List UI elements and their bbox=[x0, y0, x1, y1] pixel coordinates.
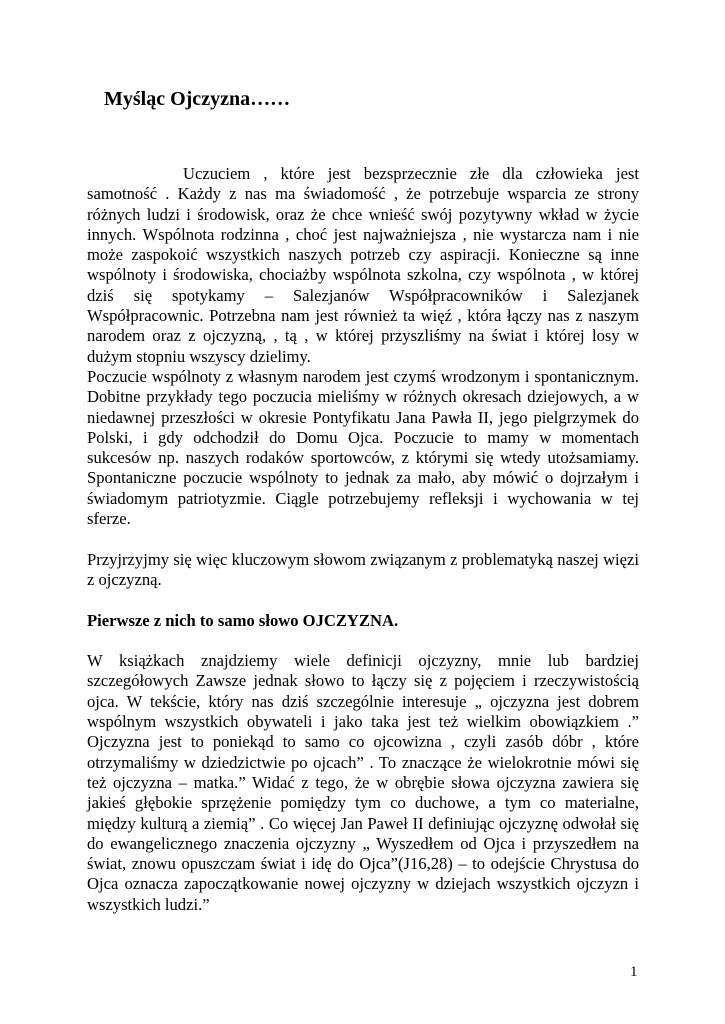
document-title: Myśląc Ojczyzna…… bbox=[104, 88, 291, 110]
paragraph-keywords: Przyjrzyjmy się więc kluczowym słowom związanym z problematyką naszej więzi z ojczyzną. bbox=[87, 549, 639, 589]
page-number: 1 bbox=[630, 964, 638, 980]
document-body bbox=[87, 164, 639, 915]
paragraph-definitions: W książkach znajdziemy wiele definicji ojczyzny, mnie lub bardziej szczegółowych Zawsze jednak słowo to łączy się z pojęciem i rzeczywistością ojca. W tekście, który nas dziś szczególnie interesuje „ ojczyzna jest dobrem wspólnym wszystkich obywateli i jako taka jest też wielkim obowiązkiem .” Ojczyzna jest to poniekąd to samo co ojcowizna , czyli zasób dóbr , które otrzymaliśmy w dziedzictwie po ojcach” . To znaczące że wielokrotnie mówi się też ojczyzna – matka.” Widać z tego, że w obrębie słowa ojczyzna zawiera się jakieś głębokie sprzężenie pomiędzy tym co duchowe, a tym co materialne, między kulturą a ziemią” . Co więcej Jan Paweł II definiując ojczyznę odwołał się do ewangelicznego znaczenia ojczyzny „ Wyszedłem od Ojca i przyszedłem na świat, znowu opuszczam świat i idę do Ojca”(J16,28) – to odejście Chrystusa do Ojca oznacza zapoczątkowanie nowej ojczyzny w dziejach wszystkich ojczyzn i wszystkich ludzi.” bbox=[87, 651, 639, 914]
section-heading: Pierwsze z nich to samo słowo OJCZYZNA. bbox=[87, 610, 399, 630]
paragraph-community: Poczucie wspólnoty z własnym narodem jest czymś wrodzonym i spontanicznym. Dobitne przykłady tego poczucia mieliśmy w różnych okresach dziejowych, a w niedawnej przeszłości w okresie Pontyfikatu Jana Pawła II, jego pielgrzymek do Polski, i gdy odchodził do Domu Ojca. Poczucie to mamy w momentach sukcesów np. naszych rodaków sportowców, z którymi się wtedy utożsamiamy. Spontaniczne poczucie wspólnoty to jednak za mało, aby mówić o dojrzałym i świadomym patriotyzmie. Ciągle potrzebujemy refleksji i wychowania w tej sferze. bbox=[87, 366, 639, 529]
paragraph-intro: Uczuciem , które jest bezsprzecznie złe dla człowieka jest samotność . Każdy z nas ma świadomość , że potrzebuje wsparcia ze strony różnych ludzi i środowisk, oraz że chce wnieść swój pozytywny wkład w życie innych. Wspólnota rodzinna , choć jest najważniejsza , nie wystarcza nam i nie może zaspokoić wszystkich naszych potrzeb czy aspiracji. Konieczne są inne wspólnoty i środowiska, chociażby wspólnota szkolna, czy wspólnota , w której dziś się spotykamy – Salezjanów Współpracowników i Salezjanek Współpracownic. Potrzebna nam jest również ta więź , która łączy nas z naszym narodem oraz z ojczyzną, , tą , w której przyszliśmy na świat i której losy w dużym stopniu wszyscy dzielimy. bbox=[87, 164, 639, 366]
